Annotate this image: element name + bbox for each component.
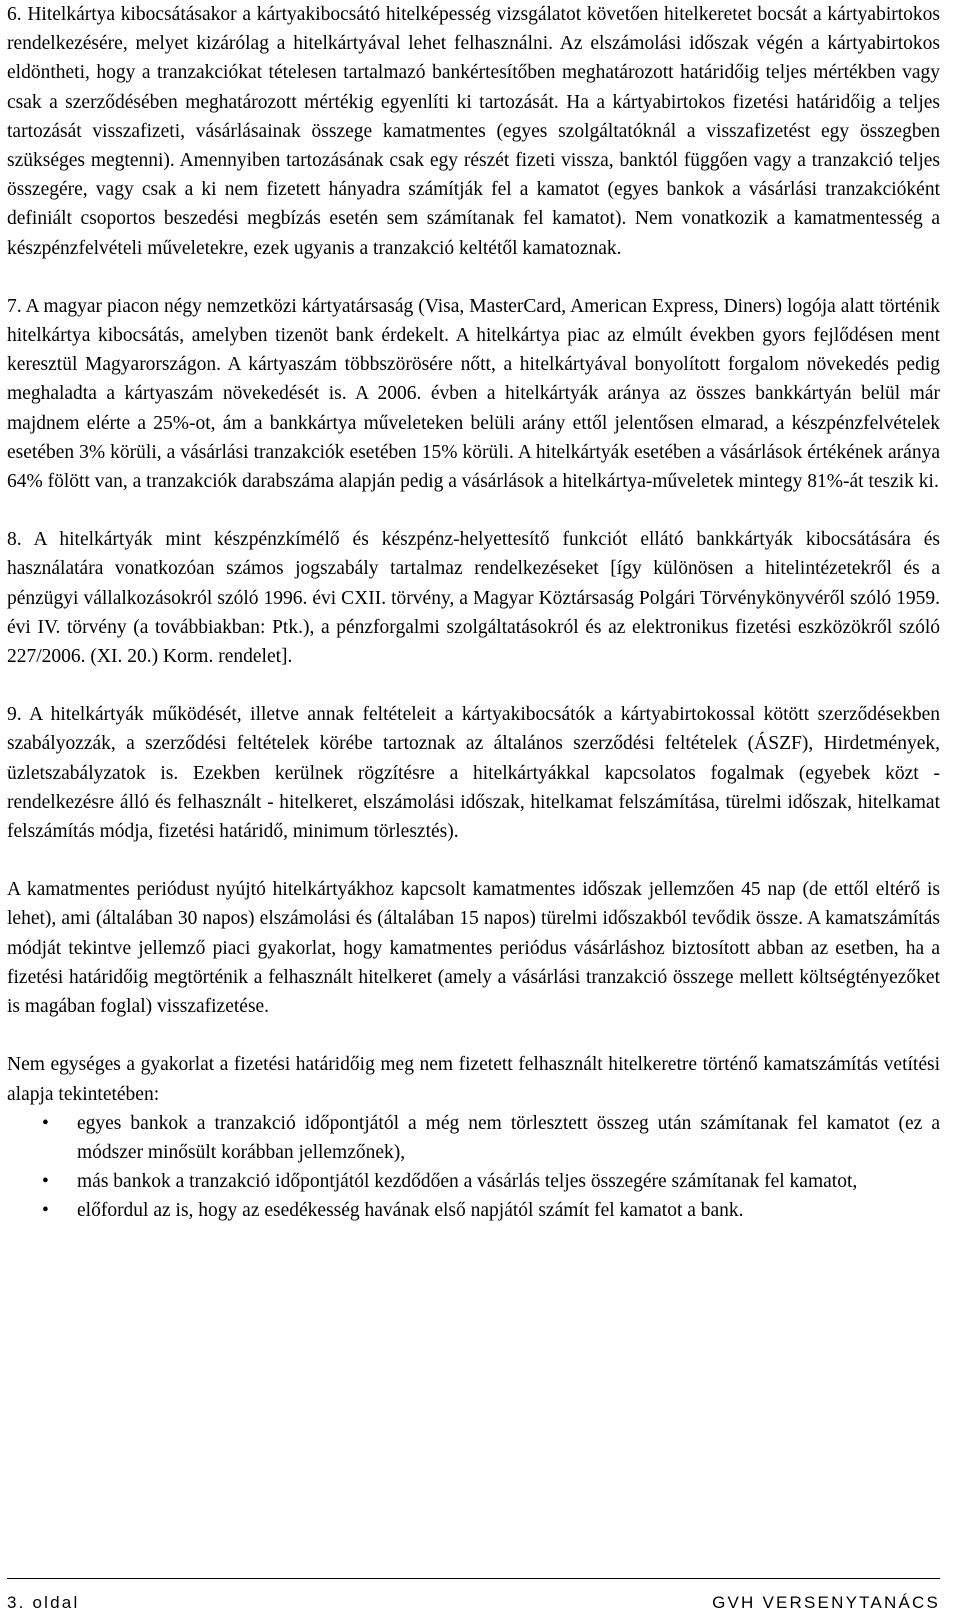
paragraph-vetitesi-alap: Nem egységes a gyakorlat a fizetési határidőig meg nem fizetett felhasznált hitelkeretre történő kamatszámítás vetítési alapja tekintetében: — [7, 1054, 940, 1105]
paragraph-6: 6. Hitelkártya kibocsátásakor a kártyakibocsátó hitelképesség vizsgálatot követően hitelkeretet bocsát a kártyabirtokos rendelkezésére, melyet kizárólag a hitelkártyával lehet felhasználni. Az elszámolási időszak végén a kártyabirtokos eldöntheti, hogy a tranzakciókat tételesen tartalmazó bankértesítőben meghatározott határidőig teljes mértékben vagy csak a szerződésében meghatározott mértékig egyenlíti ki tartozását. Ha a kártyabirtokos fizetési határidőig a teljes tartozását visszafizeti, vásárlásainak összege kamatmentes (egyes szolgáltatóknál a visszafizetést egy összegben szükséges megtenni). Amennyiben tartozásának csak egy részét fizeti vissza, banktól függően vagy a tranzakció teljes összegére, vagy csak a ki nem fizetett hányadra számítják fel a kamatot (egyes bankok a vásárlási tranzakcióként definiált csoportos beszedési megbízás esetén sem számítanak fel kamatot). Nem vonatkozik a kamatmentesség a készpénzfelvételi műveletekre, ezek ugyanis a tranzakció keltétől kamatoznak. — [7, 4, 940, 259]
organization-name: GVH VERSENYTANÁCS — [712, 1593, 940, 1612]
list-item — [7, 1167, 940, 1196]
list-item — [7, 1109, 940, 1167]
bullet-icon: • — [42, 1200, 49, 1222]
page-footer — [7, 1578, 940, 1614]
list-item-text: előfordul az is, hogy az esedékesség havának első napjától számít fel kamatot a bank. — [77, 1200, 744, 1222]
paragraph-kamatmentes-periodus: A kamatmentes periódust nyújtó hitelkártyákhoz kapcsolt kamatmentes időszak jellemzően 45 nap (de ettől eltérő is lehet), ami (általában 30 napos) elszámolási és (általában 15 napos) türelmi időszakból tevődik össze. A kamatszámítás módját tekintve jellemző piaci gyakorlat, hogy kamatmentes periódus vásárláshoz biztosított abban az esetben, ha a fizetési határidőig megtörténik a felhasznált hitelkeret (amely a vásárlási tranzakció összege mellett költségtényezőket is magában foglal) visszafizetése. — [7, 879, 940, 1018]
bullet-icon: • — [42, 1112, 49, 1134]
list-item — [7, 1196, 940, 1225]
bullet-list — [7, 1109, 940, 1226]
bullet-icon: • — [42, 1171, 49, 1193]
page-number: 3. oldal — [7, 1593, 80, 1612]
list-item-text: egyes bankok a tranzakció időpontjától a még nem törlesztett összeg után számítanak fel kamatot (ez a módszer minősült korábban jellemzőnek), — [77, 1112, 940, 1163]
paragraph-8: 8. A hitelkártyák mint készpénzkímélő és készpénz-helyettesítő funkciót ellátó bankkártyák kibocsátására és használatára vonatkozóan számos jogszabály tartalmaz rendelkezéseket [így különösen a hitelintézetekről és a pénzügyi vállalkozásokról szóló 1996. évi CXII. törvény, a Magyar Köztársaság Polgári Törvénykönyvéről szóló 1959. évi IV. törvény (a továbbiakban: Ptk.), a pénzforgalmi szolgáltatásokról és az elektronikus fizetési eszközökről szóló 227/2006. (XI. 20.) Korm. rendelet]. — [7, 529, 940, 668]
document-body — [7, 0, 940, 1226]
paragraph-7: 7. A magyar piacon négy nemzetközi kártyatársaság (Visa, MasterCard, American Express, Diners) logója alatt történik hitelkártya kibocsátás, amelyben tizenöt bank érdekelt. A hitelkártya piac az elmúlt években gyors fejlődésen ment keresztül Magyarországon. A kártyaszám többszörösére nőtt, a hitelkártyával bonyolított forgalom növekedés pedig meghaladta a kártyaszám növekedését is. A 2006. évben a hitelkártyák aránya az összes bankkártyán belül már majdnem elérte a 25%-ot, ám a bankkártya műveleteken belüli arány ettől jelentősen elmarad, a készpénzfelvételek esetében 3% körüli, a vásárlási tranzakciók esetében 15% körüli. A hitelkártyák esetében a vásárlások értékének aránya 64% fölött van, a tranzakciók darabszáma alapján pedig a vásárlások a hitelkártya-műveletek mintegy 81%-át teszik ki. — [7, 295, 940, 493]
paragraph-9: 9. A hitelkártyák működését, illetve annak feltételeit a kártyakibocsátók a kártyabirtokossal kötött szerződésekben szabályozzák, a szerződési feltételek körébe tartoznak az általános szerződési feltételek (ÁSZF), Hirdetmények, üzletszabályzatok is. Ezekben kerülnek rögzítésre a hitelkártyákkal kapcsolatos fogalmak (egyebek közt - rendelkezésre álló és felhasznált - hitelkeret, elszámolási időszak, hitelkamat felszámítása, türelmi időszak, hitelkamat felszámítás módja, fizetési határidő, minimum törlesztés). — [7, 704, 940, 843]
list-item-text: más bankok a tranzakció időpontjától kezdődően a vásárlás teljes összegére számítanak fel kamatot, — [77, 1171, 858, 1193]
